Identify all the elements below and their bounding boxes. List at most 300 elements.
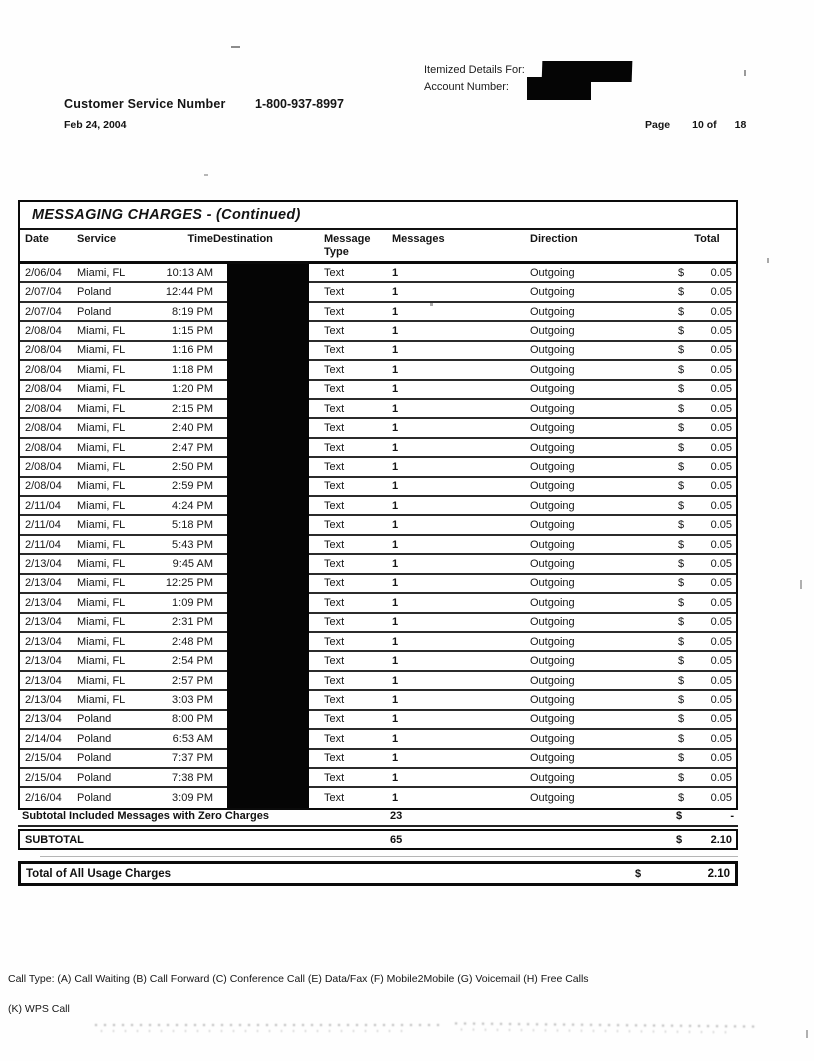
cell-time: 12:25 PM: [165, 577, 213, 590]
grand-total-row: [18, 861, 738, 886]
cell-date: 2/16/04: [25, 792, 62, 805]
cell-messages: 1: [392, 460, 399, 473]
cell-time: 12:44 PM: [165, 286, 213, 299]
wps-call-legend: (K) WPS Call: [8, 1003, 70, 1015]
cell-time: 5:18 PM: [172, 519, 213, 532]
cell-date: 2/11/04: [25, 538, 61, 551]
cell-service: Miami, FL: [77, 402, 126, 415]
cell-direction: Outgoing: [530, 344, 575, 357]
subtotal-currency: $: [676, 833, 683, 846]
cell-currency: $: [678, 286, 685, 299]
cell-direction: Outgoing: [530, 752, 575, 765]
column-header-direction: Direction: [530, 233, 578, 245]
table-row: [20, 419, 736, 438]
cell-service: Poland: [77, 732, 112, 745]
cell-messages: 1: [392, 499, 399, 512]
customer-service-number: 1-800-937-8997: [255, 97, 344, 111]
cell-date: 2/08/04: [25, 344, 62, 357]
cell-direction: Outgoing: [530, 460, 575, 473]
cell-total: 0.05: [710, 441, 732, 454]
cell-messages: 1: [392, 674, 399, 687]
table-row: [20, 633, 736, 652]
grand-total-amount: 2.10: [707, 867, 730, 880]
cell-date: 2/13/04: [25, 693, 62, 706]
cell-total: 0.05: [710, 286, 732, 299]
cell-message-type: Text: [324, 344, 345, 357]
table-row: [20, 400, 736, 419]
cell-time: 2:57 PM: [172, 674, 213, 687]
cell-service: Poland: [77, 286, 112, 299]
table-row: [20, 594, 736, 613]
cell-time: 3:03 PM: [172, 693, 213, 706]
cell-date: 2/08/04: [25, 402, 62, 415]
table-row: [20, 283, 736, 302]
grand-total-currency: $: [635, 867, 642, 880]
cell-direction: Outgoing: [530, 558, 575, 571]
table-row: [20, 303, 736, 322]
cell-message-type: Text: [324, 324, 345, 337]
cell-service: Miami, FL: [77, 558, 126, 571]
scan-smudge: [95, 1024, 440, 1034]
cell-total: 0.05: [710, 792, 732, 805]
cell-service: Poland: [77, 713, 112, 726]
cell-messages: 1: [392, 771, 399, 784]
cell-direction: Outgoing: [530, 792, 575, 805]
cell-messages: 1: [392, 402, 399, 415]
cell-time: 2:15 PM: [172, 402, 213, 415]
cell-total: 0.05: [710, 402, 732, 415]
cell-direction: Outgoing: [530, 422, 575, 435]
cell-direction: Outgoing: [530, 693, 575, 706]
cell-service: Miami, FL: [77, 363, 126, 376]
cell-currency: $: [678, 344, 685, 357]
cell-service: Miami, FL: [77, 422, 126, 435]
scan-speck: [800, 580, 802, 589]
cell-currency: $: [678, 305, 685, 318]
cell-direction: Outgoing: [530, 266, 575, 279]
cell-total: 0.05: [710, 344, 732, 357]
table-row: [20, 730, 736, 749]
cell-date: 2/08/04: [25, 460, 62, 473]
cell-message-type: Text: [324, 713, 345, 726]
cell-total: 0.05: [710, 363, 732, 376]
cell-message-type: Text: [324, 402, 345, 415]
cell-total: 0.05: [710, 771, 732, 784]
cell-direction: Outgoing: [530, 771, 575, 784]
cell-message-type: Text: [324, 422, 345, 435]
cell-service: Miami, FL: [77, 674, 126, 687]
cell-total: 0.05: [710, 519, 732, 532]
cell-currency: $: [678, 674, 685, 687]
cell-service: Miami, FL: [77, 693, 126, 706]
cell-message-type: Text: [324, 616, 345, 629]
cell-date: 2/14/04: [25, 732, 62, 745]
cell-service: Poland: [77, 305, 112, 318]
cell-currency: $: [678, 596, 685, 609]
cell-direction: Outgoing: [530, 596, 575, 609]
cell-currency: $: [678, 635, 685, 648]
cell-total: 0.05: [710, 616, 732, 629]
divider: [40, 856, 738, 857]
cell-direction: Outgoing: [530, 577, 575, 590]
cell-currency: $: [678, 460, 685, 473]
table-row: [20, 555, 736, 574]
cell-total: 0.05: [710, 499, 732, 512]
cell-total: 0.05: [710, 324, 732, 337]
cell-direction: Outgoing: [530, 635, 575, 648]
cell-message-type: Text: [324, 286, 345, 299]
cell-direction: Outgoing: [530, 674, 575, 687]
column-header-date: Date: [25, 233, 49, 245]
cell-messages: 1: [392, 655, 399, 668]
cell-messages: 1: [392, 324, 399, 337]
cell-total: 0.05: [710, 266, 732, 279]
cell-time: 2:40 PM: [172, 422, 213, 435]
cell-message-type: Text: [324, 441, 345, 454]
cell-service: Miami, FL: [77, 480, 126, 493]
cell-messages: 1: [392, 558, 399, 571]
cell-service: Poland: [77, 771, 112, 784]
cell-message-type: Text: [324, 519, 345, 532]
cell-date: 2/08/04: [25, 480, 62, 493]
customer-service-label: Customer Service Number: [64, 97, 226, 111]
scan-speck: [767, 258, 769, 263]
cell-currency: $: [678, 363, 685, 376]
scan-speck: [744, 70, 746, 76]
cell-total: 0.05: [710, 305, 732, 318]
cell-message-type: Text: [324, 732, 345, 745]
cell-time: 3:09 PM: [172, 792, 213, 805]
redaction-destination-column: [227, 264, 309, 808]
cell-service: Poland: [77, 792, 112, 805]
cell-total: 0.05: [710, 674, 732, 687]
cell-messages: 1: [392, 305, 399, 318]
cell-direction: Outgoing: [530, 383, 575, 396]
cell-currency: $: [678, 771, 685, 784]
column-header-destination: Destination: [213, 233, 273, 245]
cell-date: 2/08/04: [25, 363, 62, 376]
cell-message-type: Text: [324, 383, 345, 396]
cell-date: 2/13/04: [25, 558, 62, 571]
cell-time: 4:24 PM: [172, 499, 213, 512]
cell-time: 7:37 PM: [172, 752, 213, 765]
cell-date: 2/13/04: [25, 577, 62, 590]
scan-speck: [806, 1030, 808, 1038]
cell-service: Poland: [77, 752, 112, 765]
cell-service: Miami, FL: [77, 324, 126, 337]
cell-message-type: Text: [324, 480, 345, 493]
cell-time: 1:16 PM: [172, 344, 213, 357]
cell-messages: 1: [392, 422, 399, 435]
cell-date: 2/13/04: [25, 616, 62, 629]
cell-time: 1:15 PM: [172, 324, 213, 337]
cell-service: Miami, FL: [77, 577, 126, 590]
table-row: [20, 264, 736, 283]
messaging-charges-table: [18, 200, 738, 810]
table-row: [20, 652, 736, 671]
cell-messages: 1: [392, 344, 399, 357]
cell-currency: $: [678, 402, 685, 415]
cell-service: Miami, FL: [77, 266, 126, 279]
cell-total: 0.05: [710, 752, 732, 765]
page-total: 18: [734, 119, 747, 131]
table-row: [20, 381, 736, 400]
cell-currency: $: [678, 324, 685, 337]
cell-date: 2/06/04: [25, 266, 62, 279]
cell-total: 0.05: [710, 732, 732, 745]
table-row: [20, 322, 736, 341]
cell-time: 2:48 PM: [172, 635, 213, 648]
page-current: 10 of: [692, 119, 717, 131]
subtotal-amount: 2.10: [710, 833, 732, 846]
cell-date: 2/08/04: [25, 441, 62, 454]
call-type-legend: Call Type: (A) Call Waiting (B) Call Forward (C) Conference Call (E) Data/Fax (F) Mobile2Mobile (G) Voicemail (H) Free Calls: [8, 973, 589, 985]
cell-date: 2/08/04: [25, 422, 62, 435]
zero-charge-subtotal-row: [18, 806, 738, 827]
cell-message-type: Text: [324, 558, 345, 571]
subtotal-label: SUBTOTAL: [25, 833, 84, 846]
table-row: [20, 516, 736, 535]
column-header-message-type: Message Type: [324, 233, 371, 258]
cell-messages: 1: [392, 693, 399, 706]
cell-message-type: Text: [324, 460, 345, 473]
cell-time: 8:19 PM: [172, 305, 213, 318]
cell-direction: Outgoing: [530, 286, 575, 299]
cell-date: 2/13/04: [25, 635, 62, 648]
zero-subtotal-currency: $: [676, 809, 683, 822]
zero-subtotal-label: Subtotal Included Messages with Zero Charges: [22, 809, 269, 822]
cell-currency: $: [678, 480, 685, 493]
cell-time: 5:43 PM: [172, 538, 213, 551]
cell-time: 2:47 PM: [172, 441, 213, 454]
column-header-messages: Messages: [392, 233, 445, 245]
cell-messages: 1: [392, 752, 399, 765]
cell-currency: $: [678, 732, 685, 745]
cell-message-type: Text: [324, 577, 345, 590]
column-header-total: Total: [694, 233, 720, 245]
cell-service: Miami, FL: [77, 460, 126, 473]
scan-smudge: [455, 1022, 755, 1035]
cell-messages: 1: [392, 713, 399, 726]
cell-time: 9:45 AM: [172, 558, 213, 571]
cell-total: 0.05: [710, 655, 732, 668]
cell-date: 2/13/04: [25, 713, 62, 726]
cell-messages: 1: [392, 577, 399, 590]
cell-message-type: Text: [324, 693, 345, 706]
cell-messages: 1: [392, 266, 399, 279]
scan-speck: [204, 174, 208, 176]
cell-messages: 1: [392, 616, 399, 629]
cell-direction: Outgoing: [530, 538, 575, 551]
cell-currency: $: [678, 655, 685, 668]
cell-message-type: Text: [324, 363, 345, 376]
cell-currency: $: [678, 792, 685, 805]
cell-messages: 1: [392, 441, 399, 454]
cell-total: 0.05: [710, 460, 732, 473]
cell-direction: Outgoing: [530, 441, 575, 454]
cell-date: 2/13/04: [25, 596, 62, 609]
cell-time: 1:18 PM: [172, 363, 213, 376]
subtotal-messages: 65: [390, 833, 403, 846]
cell-time: 1:09 PM: [172, 596, 213, 609]
table-row: [20, 478, 736, 497]
cell-date: 2/11/04: [25, 499, 61, 512]
table-row: [20, 536, 736, 555]
cell-message-type: Text: [324, 305, 345, 318]
cell-date: 2/07/04: [25, 286, 62, 299]
cell-total: 0.05: [710, 596, 732, 609]
cell-currency: $: [678, 577, 685, 590]
cell-message-type: Text: [324, 771, 345, 784]
table-row: [20, 788, 736, 807]
cell-message-type: Text: [324, 635, 345, 648]
cell-date: 2/13/04: [25, 674, 62, 687]
statement-date: Feb 24, 2004: [64, 119, 127, 131]
cell-service: Miami, FL: [77, 616, 126, 629]
cell-date: 2/11/04: [25, 519, 61, 532]
cell-total: 0.05: [710, 558, 732, 571]
cell-message-type: Text: [324, 752, 345, 765]
cell-messages: 1: [392, 519, 399, 532]
account-number-label: Account Number:: [424, 81, 509, 93]
cell-time: 2:54 PM: [172, 655, 213, 668]
table-row: [20, 575, 736, 594]
redaction-account-number: [527, 77, 591, 100]
cell-time: 7:38 PM: [172, 771, 213, 784]
scan-speck: [231, 46, 240, 48]
cell-service: Miami, FL: [77, 344, 126, 357]
cell-currency: $: [678, 693, 685, 706]
table-row: [20, 711, 736, 730]
cell-time: 2:50 PM: [172, 460, 213, 473]
cell-direction: Outgoing: [530, 655, 575, 668]
cell-message-type: Text: [324, 266, 345, 279]
cell-message-type: Text: [324, 792, 345, 805]
cell-messages: 1: [392, 363, 399, 376]
cell-direction: Outgoing: [530, 732, 575, 745]
cell-date: 2/07/04: [25, 305, 62, 318]
cell-direction: Outgoing: [530, 480, 575, 493]
cell-currency: $: [678, 538, 685, 551]
cell-total: 0.05: [710, 422, 732, 435]
page-indicator: [645, 119, 746, 131]
cell-total: 0.05: [710, 383, 732, 396]
cell-service: Miami, FL: [77, 655, 126, 668]
page-label: Page: [645, 119, 671, 131]
cell-date: 2/15/04: [25, 752, 62, 765]
cell-service: Miami, FL: [77, 499, 126, 512]
cell-message-type: Text: [324, 674, 345, 687]
table-row: [20, 672, 736, 691]
cell-message-type: Text: [324, 655, 345, 668]
cell-time: 6:53 AM: [172, 732, 213, 745]
cell-date: 2/08/04: [25, 324, 62, 337]
table-row: [20, 439, 736, 458]
cell-currency: $: [678, 441, 685, 454]
cell-currency: $: [678, 713, 685, 726]
table-row: [20, 750, 736, 769]
cell-date: 2/15/04: [25, 771, 62, 784]
cell-time: 10:13 AM: [166, 266, 213, 279]
cell-time: 1:20 PM: [172, 383, 213, 396]
cell-currency: $: [678, 752, 685, 765]
cell-messages: 1: [392, 635, 399, 648]
cell-messages: 1: [392, 732, 399, 745]
cell-total: 0.05: [710, 577, 732, 590]
table-row: [20, 691, 736, 710]
cell-currency: $: [678, 616, 685, 629]
subtotal-row: [18, 829, 738, 850]
table-row: [20, 361, 736, 380]
zero-subtotal-amount: -: [730, 809, 734, 822]
cell-service: Miami, FL: [77, 538, 126, 551]
cell-time: 2:59 PM: [172, 480, 213, 493]
cell-currency: $: [678, 499, 685, 512]
cell-currency: $: [678, 558, 685, 571]
cell-messages: 1: [392, 538, 399, 551]
cell-direction: Outgoing: [530, 402, 575, 415]
cell-date: 2/13/04: [25, 655, 62, 668]
cell-service: Miami, FL: [77, 519, 126, 532]
zero-subtotal-messages: 23: [390, 809, 403, 822]
table-row: [20, 342, 736, 361]
cell-direction: Outgoing: [530, 363, 575, 376]
cell-currency: $: [678, 519, 685, 532]
table-row: [20, 458, 736, 477]
grand-total-label: Total of All Usage Charges: [26, 867, 172, 880]
itemized-details-label: Itemized Details For:: [424, 64, 525, 76]
cell-messages: 1: [392, 596, 399, 609]
cell-messages: 1: [392, 792, 399, 805]
cell-currency: $: [678, 422, 685, 435]
cell-currency: $: [678, 383, 685, 396]
cell-total: 0.05: [710, 713, 732, 726]
table-title: MESSAGING CHARGES - (Continued): [20, 202, 736, 230]
cell-messages: 1: [392, 286, 399, 299]
cell-direction: Outgoing: [530, 324, 575, 337]
scan-speck: [430, 303, 433, 306]
cell-direction: Outgoing: [530, 616, 575, 629]
cell-total: 0.05: [710, 635, 732, 648]
cell-total: 0.05: [710, 693, 732, 706]
cell-message-type: Text: [324, 538, 345, 551]
cell-service: Miami, FL: [77, 383, 126, 396]
column-header-service: Service: [77, 233, 117, 245]
cell-total: 0.05: [710, 538, 732, 551]
table-row: [20, 769, 736, 788]
cell-service: Miami, FL: [77, 635, 126, 648]
cell-direction: Outgoing: [530, 499, 575, 512]
cell-messages: 1: [392, 480, 399, 493]
table-body: [20, 264, 736, 808]
cell-service: Miami, FL: [77, 441, 126, 454]
cell-currency: $: [678, 266, 685, 279]
table-row: [20, 614, 736, 633]
cell-time: 2:31 PM: [172, 616, 213, 629]
cell-messages: 1: [392, 383, 399, 396]
cell-time: 8:00 PM: [172, 713, 213, 726]
column-header-time: Time: [187, 233, 213, 245]
cell-direction: Outgoing: [530, 305, 575, 318]
cell-message-type: Text: [324, 596, 345, 609]
cell-service: Miami, FL: [77, 596, 126, 609]
cell-message-type: Text: [324, 499, 345, 512]
table-row: [20, 497, 736, 516]
table-header-row: [20, 230, 736, 264]
cell-total: 0.05: [710, 480, 732, 493]
cell-direction: Outgoing: [530, 713, 575, 726]
cell-date: 2/08/04: [25, 383, 62, 396]
